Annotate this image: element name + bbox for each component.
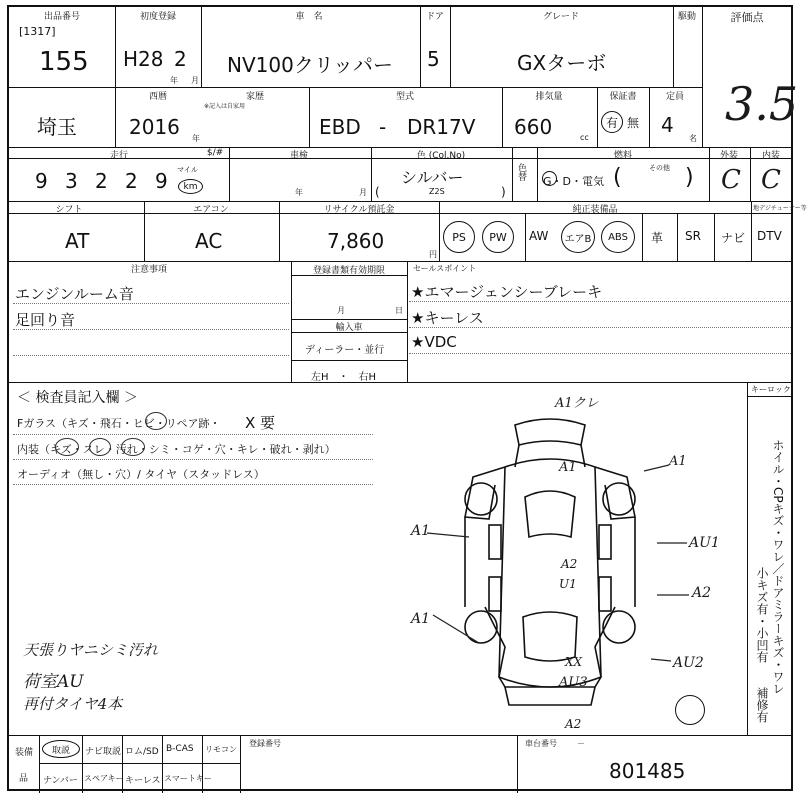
equip-navi: ナビ	[721, 231, 746, 245]
interior-hand-circle	[121, 438, 145, 456]
color-change: 色替	[516, 163, 526, 181]
keylock-label: キーロック	[751, 385, 791, 394]
interior-hand-circle	[55, 438, 79, 456]
inspection-nen: 年	[295, 188, 303, 197]
glass-line: Fガラス（キズ・飛石・ヒビ・リペア跡・	[17, 417, 221, 430]
year-unit: 年	[192, 134, 200, 143]
damage-mark: A1	[411, 611, 431, 627]
region: 埼玉	[37, 115, 77, 139]
equip-ps: PS	[443, 221, 475, 253]
equip-dtv: DTV	[757, 229, 782, 243]
lot-small: [1317]	[19, 25, 56, 38]
chassis-number: 801485	[609, 759, 686, 783]
footer-item: ナンバー	[43, 776, 78, 786]
footer-item: 取説	[42, 740, 80, 758]
import-hand: 左H ・ 右H	[311, 372, 377, 383]
recycle-unit: 円	[429, 250, 437, 259]
damage-mark: A1	[669, 454, 687, 469]
grade-label: グレード	[542, 12, 580, 22]
reg-tsuki: 月	[191, 76, 199, 85]
damage-mark: U1	[559, 577, 577, 591]
interior-hand-circle	[89, 438, 111, 456]
lot-label: 出品番号	[43, 12, 81, 22]
shift: AT	[65, 229, 90, 253]
exterior-label: 外装	[719, 151, 739, 161]
mileage-digit: 9	[155, 169, 168, 193]
equip-airbag: エアB	[561, 221, 595, 253]
cc-label: 排気量	[535, 92, 563, 102]
mileage-digit: 2	[125, 169, 138, 193]
hand-note: 荷室AU	[23, 672, 84, 692]
note-line: エンジンルーム音	[15, 285, 134, 303]
recycle: 7,860	[327, 229, 385, 253]
side-note: 小キズ有・小凹有	[755, 567, 769, 663]
fuel-text: G・D・電気	[543, 175, 604, 188]
auction-sheet: 出品番号 [1317] 155 初度登録 H28 2 年 月 車 名 NV100クリッパー ドア 5 グレード GXターボ 駆動 評価点 3.5 埼玉 西暦 2016 年 家歴 ※記入は自家用 型式 EBD - DR17V 排気量 660 cc 保証書 有 無 定員 4 名 走行 9 3 2 2 9 マイル km $/# 車検 年 月 色 (Col.No) シルバー Z2S ( ) 色替 燃料 G・D・電気 ( その他 ) 外装 C 内装 C シフト AT エアコン AC リサイクル預託金 7,860 円 純正装備品 地デジチューナー等 PS PW AW エアB ABS 革 SR ナビ DTV 注意事項 エンジンルーム音 足回り音 登録書類有効期限 月 日 輸入車 ディーラー・並行 左H ・ 右H セールスポイント ★エマージェンシーブレーキ ★キーレス ★VDC キーロック ＜ 検査員記入欄 ＞ Fガラス（キズ・飛石・ヒビ・リペア跡・ X 要 内装（キズ・スレ・汚れ・シミ・コゲ・穴・キレ・破れ・剥れ） オーディオ（無し・穴）/ タイヤ（スタッドレス） 天張りヤニシミ汚れ 荷室AU 再付タイヤ4本 ホイル・CPキズ・ワレ／ドアミラーキズ・ワレ 小キズ有・小凹有 補修有 A1クレ A1 A1 A1 AU1 A2 U1 A2 A1 AU2 XX AU3 A2 装備 品 取説 ナビ取説 ロム/SD B-CAS リモコン ナンバー スペアキー キーレス スマートキー 登録番号 車台番号 － 801485	[7, 5, 793, 791]
model-code: DR17V	[407, 115, 476, 139]
equip-label: 純正装備品	[572, 205, 618, 215]
capacity-label: 定員	[665, 92, 685, 102]
reg-expiry-hi: 日	[395, 306, 403, 315]
hand-note: 天張りヤニシミ汚れ	[23, 641, 159, 659]
mileage-digit: 9	[35, 169, 48, 193]
fuel-label: 燃料	[613, 151, 633, 161]
sales-line: ★キーレス	[411, 309, 484, 327]
shift-label: シフト	[55, 205, 83, 215]
chassis-dash: －	[577, 739, 585, 748]
cc-unit: cc	[580, 133, 589, 142]
footer-left-label: 品	[19, 774, 29, 784]
damage-mark: AU2	[673, 655, 704, 671]
unit-mile: マイル	[177, 166, 198, 174]
footer-item: リモコン	[205, 745, 237, 754]
damage-mark: AU1	[689, 535, 720, 551]
hand-note: 再付タイヤ4本	[23, 695, 123, 713]
reg-month: 2	[174, 47, 187, 71]
grade: GXターボ	[517, 51, 607, 75]
drive-label: 駆動	[677, 12, 697, 22]
footer-left-label: 装備	[15, 748, 34, 758]
footer-item: ロム/SD	[125, 747, 159, 757]
interior-line: 内装（キズ・スレ・汚れ・シミ・コゲ・穴・キレ・破れ・剥れ）	[17, 443, 336, 456]
doors: 5	[427, 47, 440, 71]
reg-expiry-label: 登録書類有効期限	[312, 266, 386, 276]
seireki-label: 西暦	[148, 92, 168, 102]
chassis-label: 車台番号	[525, 739, 557, 748]
year: 2016	[129, 115, 180, 139]
damage-mark: A1	[559, 460, 577, 475]
damage-mark: A1クレ	[555, 396, 599, 411]
mileage-digit: 3	[65, 169, 78, 193]
kamei-label: 家歴	[245, 92, 265, 102]
import-type: ディーラー・並行	[305, 345, 385, 356]
damage-mark: A2	[692, 585, 712, 601]
recycle-label: リサイクル預託金	[323, 205, 395, 215]
equip-aw: AW	[529, 229, 549, 243]
model-dash: -	[379, 115, 387, 139]
notes-label: 注意事項	[130, 265, 168, 275]
color-no: Z2S	[429, 187, 445, 196]
kamei-sub: ※記入は自家用	[204, 103, 246, 110]
warranty-label: 保証書	[609, 92, 637, 102]
inspection-label: 車検	[289, 151, 309, 161]
reg-no-label: 登録番号	[249, 739, 281, 748]
side-note: 補修有	[755, 687, 769, 723]
reg-label: 初度登録	[139, 12, 177, 22]
footer-item: B-CAS	[166, 744, 194, 754]
cc: 660	[514, 115, 553, 139]
side-note: ホイル・CPキズ・ワレ／ドアミラーキズ・ワレ	[771, 439, 785, 695]
ac-label: エアコン	[193, 205, 229, 215]
color: シルバー	[401, 168, 464, 187]
reg-era: H28	[123, 47, 164, 71]
lot-number: 155	[39, 47, 89, 77]
tuner-label: 地デジチューナー等	[753, 205, 807, 212]
damage-leader-lines	[389, 447, 719, 697]
damage-mark: A2	[561, 557, 578, 571]
equip-pw: PW	[482, 221, 514, 253]
fuel-other: その他	[649, 164, 670, 172]
car-name: NV100クリッパー	[227, 53, 394, 77]
audio-line: オーディオ（無し・穴）/ タイヤ（スタッドレス）	[17, 468, 265, 481]
sales-line: ★エマージェンシーブレーキ	[411, 283, 603, 301]
model-label: 型式	[395, 92, 415, 102]
mileage-label: 走行	[109, 151, 129, 161]
damage-mark: AU3	[559, 675, 588, 690]
equip-sr: SR	[685, 229, 701, 243]
interior: C	[761, 165, 781, 195]
warranty-yes: 有	[601, 111, 623, 133]
sales-label: セールスポイント	[413, 264, 477, 273]
damage-mark: A1	[411, 523, 431, 539]
exterior: C	[721, 165, 741, 195]
money-label: $/#	[206, 148, 224, 158]
mileage-digit: 2	[95, 169, 108, 193]
reg-expiry-tsuki: 月	[337, 306, 345, 315]
spare-tire	[675, 695, 705, 725]
import-label: 輸入車	[335, 323, 363, 333]
score-label: 評価点	[730, 11, 764, 24]
interior-label: 内装	[761, 151, 781, 161]
reg-nen: 年	[170, 76, 178, 85]
ac: AC	[195, 229, 223, 253]
footer-item: スマートキー	[164, 774, 212, 783]
footer-item: スペアキー	[84, 774, 124, 783]
sales-line: ★VDC	[411, 333, 457, 351]
score: 3.5	[725, 77, 799, 131]
note-line: 足回り音	[15, 311, 76, 329]
model-prefix: EBD	[319, 115, 361, 139]
damage-mark: A2	[565, 717, 582, 731]
warranty-no: 無	[627, 116, 640, 130]
damage-mark: XX	[565, 655, 583, 669]
glass-hand-circle	[145, 412, 167, 430]
capacity: 4	[661, 113, 674, 137]
name-label: 車 名	[295, 12, 323, 22]
unit-km: km	[178, 179, 203, 194]
inspect-title: ＜ 検査員記入欄 ＞	[17, 390, 138, 406]
glass-mark: X 要	[245, 414, 276, 432]
footer-item: キーレス	[125, 776, 161, 786]
inspection-tsuki: 月	[359, 188, 367, 197]
equip-abs: ABS	[601, 221, 635, 253]
fuel-g-circle	[542, 171, 557, 186]
door-label: ドア	[426, 12, 444, 22]
capacity-unit: 名	[689, 134, 697, 143]
footer-item: ナビ取説	[85, 747, 122, 757]
color-label: 色 (Col.No)	[416, 151, 466, 161]
equip-leather: 革	[651, 231, 664, 245]
